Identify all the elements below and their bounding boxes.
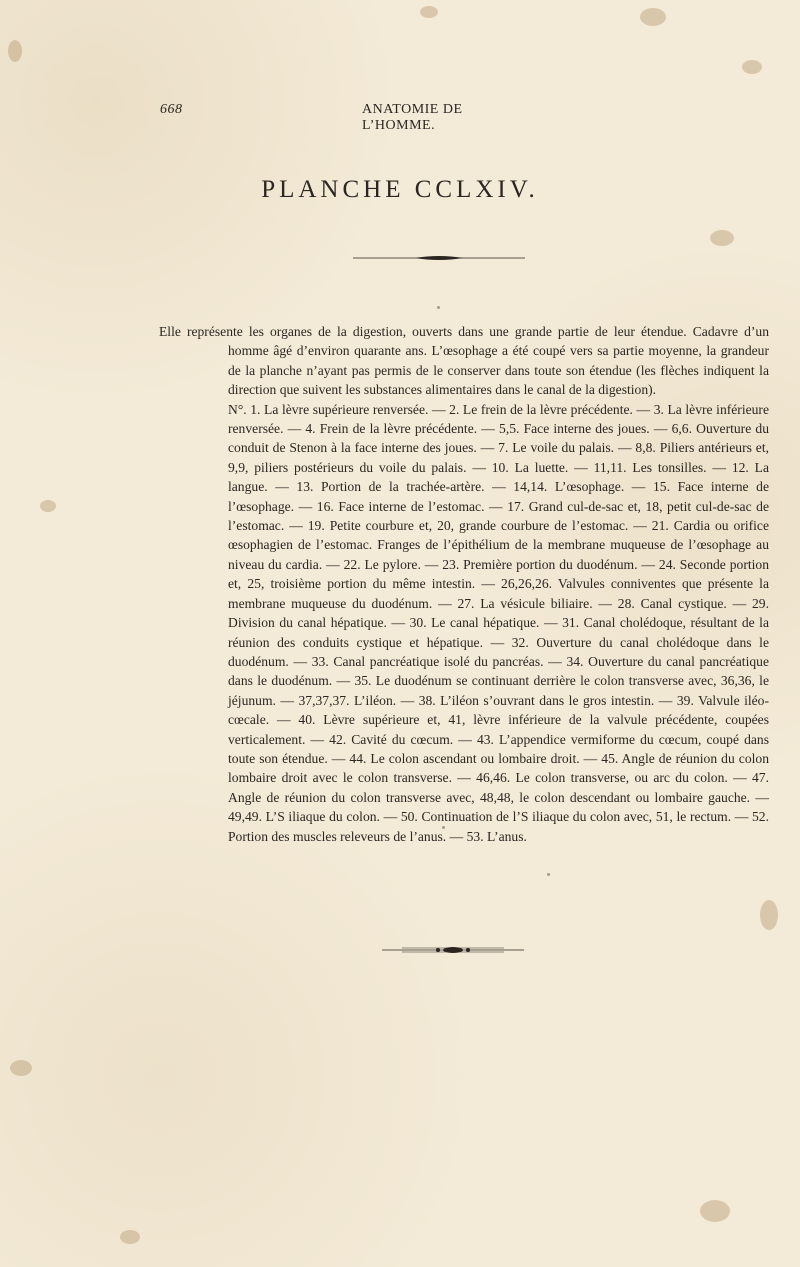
paper-stain bbox=[710, 230, 734, 246]
paper-stain bbox=[10, 1060, 32, 1076]
ornamental-rule-top bbox=[353, 254, 525, 262]
intro-paragraph: Elle représente les organes de la digestion, ouverts dans une grande partie de leur étendue. Cadavre d’un homme âgé d’environ quarante ans. L’œsophage a été coupé vers sa partie moyenne, la grandeur de la planche n’ayant pas permis de le conserver dans toute son étendue (les flèches indiquent la direction que suivent les substances alimentaires dans le canal de la digestion). bbox=[159, 324, 769, 398]
plate-title: PLANCHE CCLXIV. bbox=[261, 176, 539, 203]
ink-speck bbox=[437, 306, 440, 309]
paper-stain bbox=[640, 8, 666, 26]
page-number: 668 bbox=[160, 102, 183, 117]
running-head bbox=[160, 102, 532, 133]
paper-stain bbox=[40, 500, 56, 512]
ornamental-rule-bottom bbox=[382, 946, 524, 954]
legend-paragraph bbox=[159, 400, 769, 846]
plate-description bbox=[159, 322, 769, 846]
paper-stain bbox=[742, 60, 762, 74]
ink-speck bbox=[547, 873, 550, 876]
paper-stain bbox=[760, 900, 778, 930]
legend-text: N°. 1. La lèvre supérieure renversée. — 2. Le frein de la lèvre précédente. — 3. La lèvre inférieure renversée. — 4. Frein de la lèvre précédente. — 5,5. Face interne des joues. — 6,6. Ouverture du conduit de Stenon à la face interne des joues. — 7. Le voile du palais. — 8,8. Piliers antérieurs et, 9,9, piliers postérieurs du voile du palais. — 10. La luette. — 11,11. Les tonsilles. — 12. La langue. — 13. Portion de la trachée-artère. — 14,14. L’œsophage. — 15. Face interne de l’œsophage. — 16. Face interne de l’estomac. — 17. Grand cul-de-sac et, 18, petit cul-de-sac de l’estomac. — 19. Petite courbure et, 20, grande courbure de l’estomac. — 21. Cardia ou orifice œsophagien de l’estomac. Franges de l’épithélium de la membrane muqueuse de l’œsophage au niveau du cardia. — 22. Le pylore. — 23. Première portion du duodénum. — 24. Seconde portion et, 25, troisième portion du même intestin. — 26,26,26. Valvules conniventes que présente la membrane muqueuse du duodénum. — 27. La vésicule biliaire. — 28. Canal cystique. — 29. Division du canal hépatique. — 30. Le canal hépatique. — 31. Canal cholédoque, résultant de la réunion des conduits cystique et hépatique. — 32. Ouverture du canal cholédoque dans le duodénum. — 33. Canal pancréatique isolé du pancréas. — 34. Ouverture du canal pancréatique dans le duodénum. — 35. Le duodénum se continuant derrière le colon transverse avec, 36,36, le jéjunum. — 37,37,37. L’iléon. — 38. L’iléon s’ouvrant dans le gros intestin. — 39. Valvule iléo-cœcale. — 40. Lèvre supérieure et, 41, lèvre inférieure de la valvule précédente, coupées verticalement. — 42. Cavité du cœcum. — 43. L’appendice vermiforme du cœcum, coupé dans toute son étendue. — 44. Le colon ascendant ou lombaire droit. — 45. Angle de réunion du colon lombaire droit avec le colon transverse. — 46,46. Le colon transverse, ou arc du colon. — 47. Angle de réunion du colon transverse avec, 48,48, le colon descendant ou lombaire gauche. — 49,49. L’S iliaque du colon. — 50. Continuation de l’S iliaque du colon avec, 51, le rectum. — 52. Portion des muscles releveurs de l’anus. — 53. L’anus. bbox=[228, 401, 769, 844]
paper-stain bbox=[8, 40, 22, 62]
running-head-title: ANATOMIE DE L’HOMME. bbox=[362, 102, 463, 133]
paper-stain bbox=[120, 1230, 140, 1244]
paper-stain bbox=[420, 6, 438, 18]
paper-stain bbox=[700, 1200, 730, 1222]
